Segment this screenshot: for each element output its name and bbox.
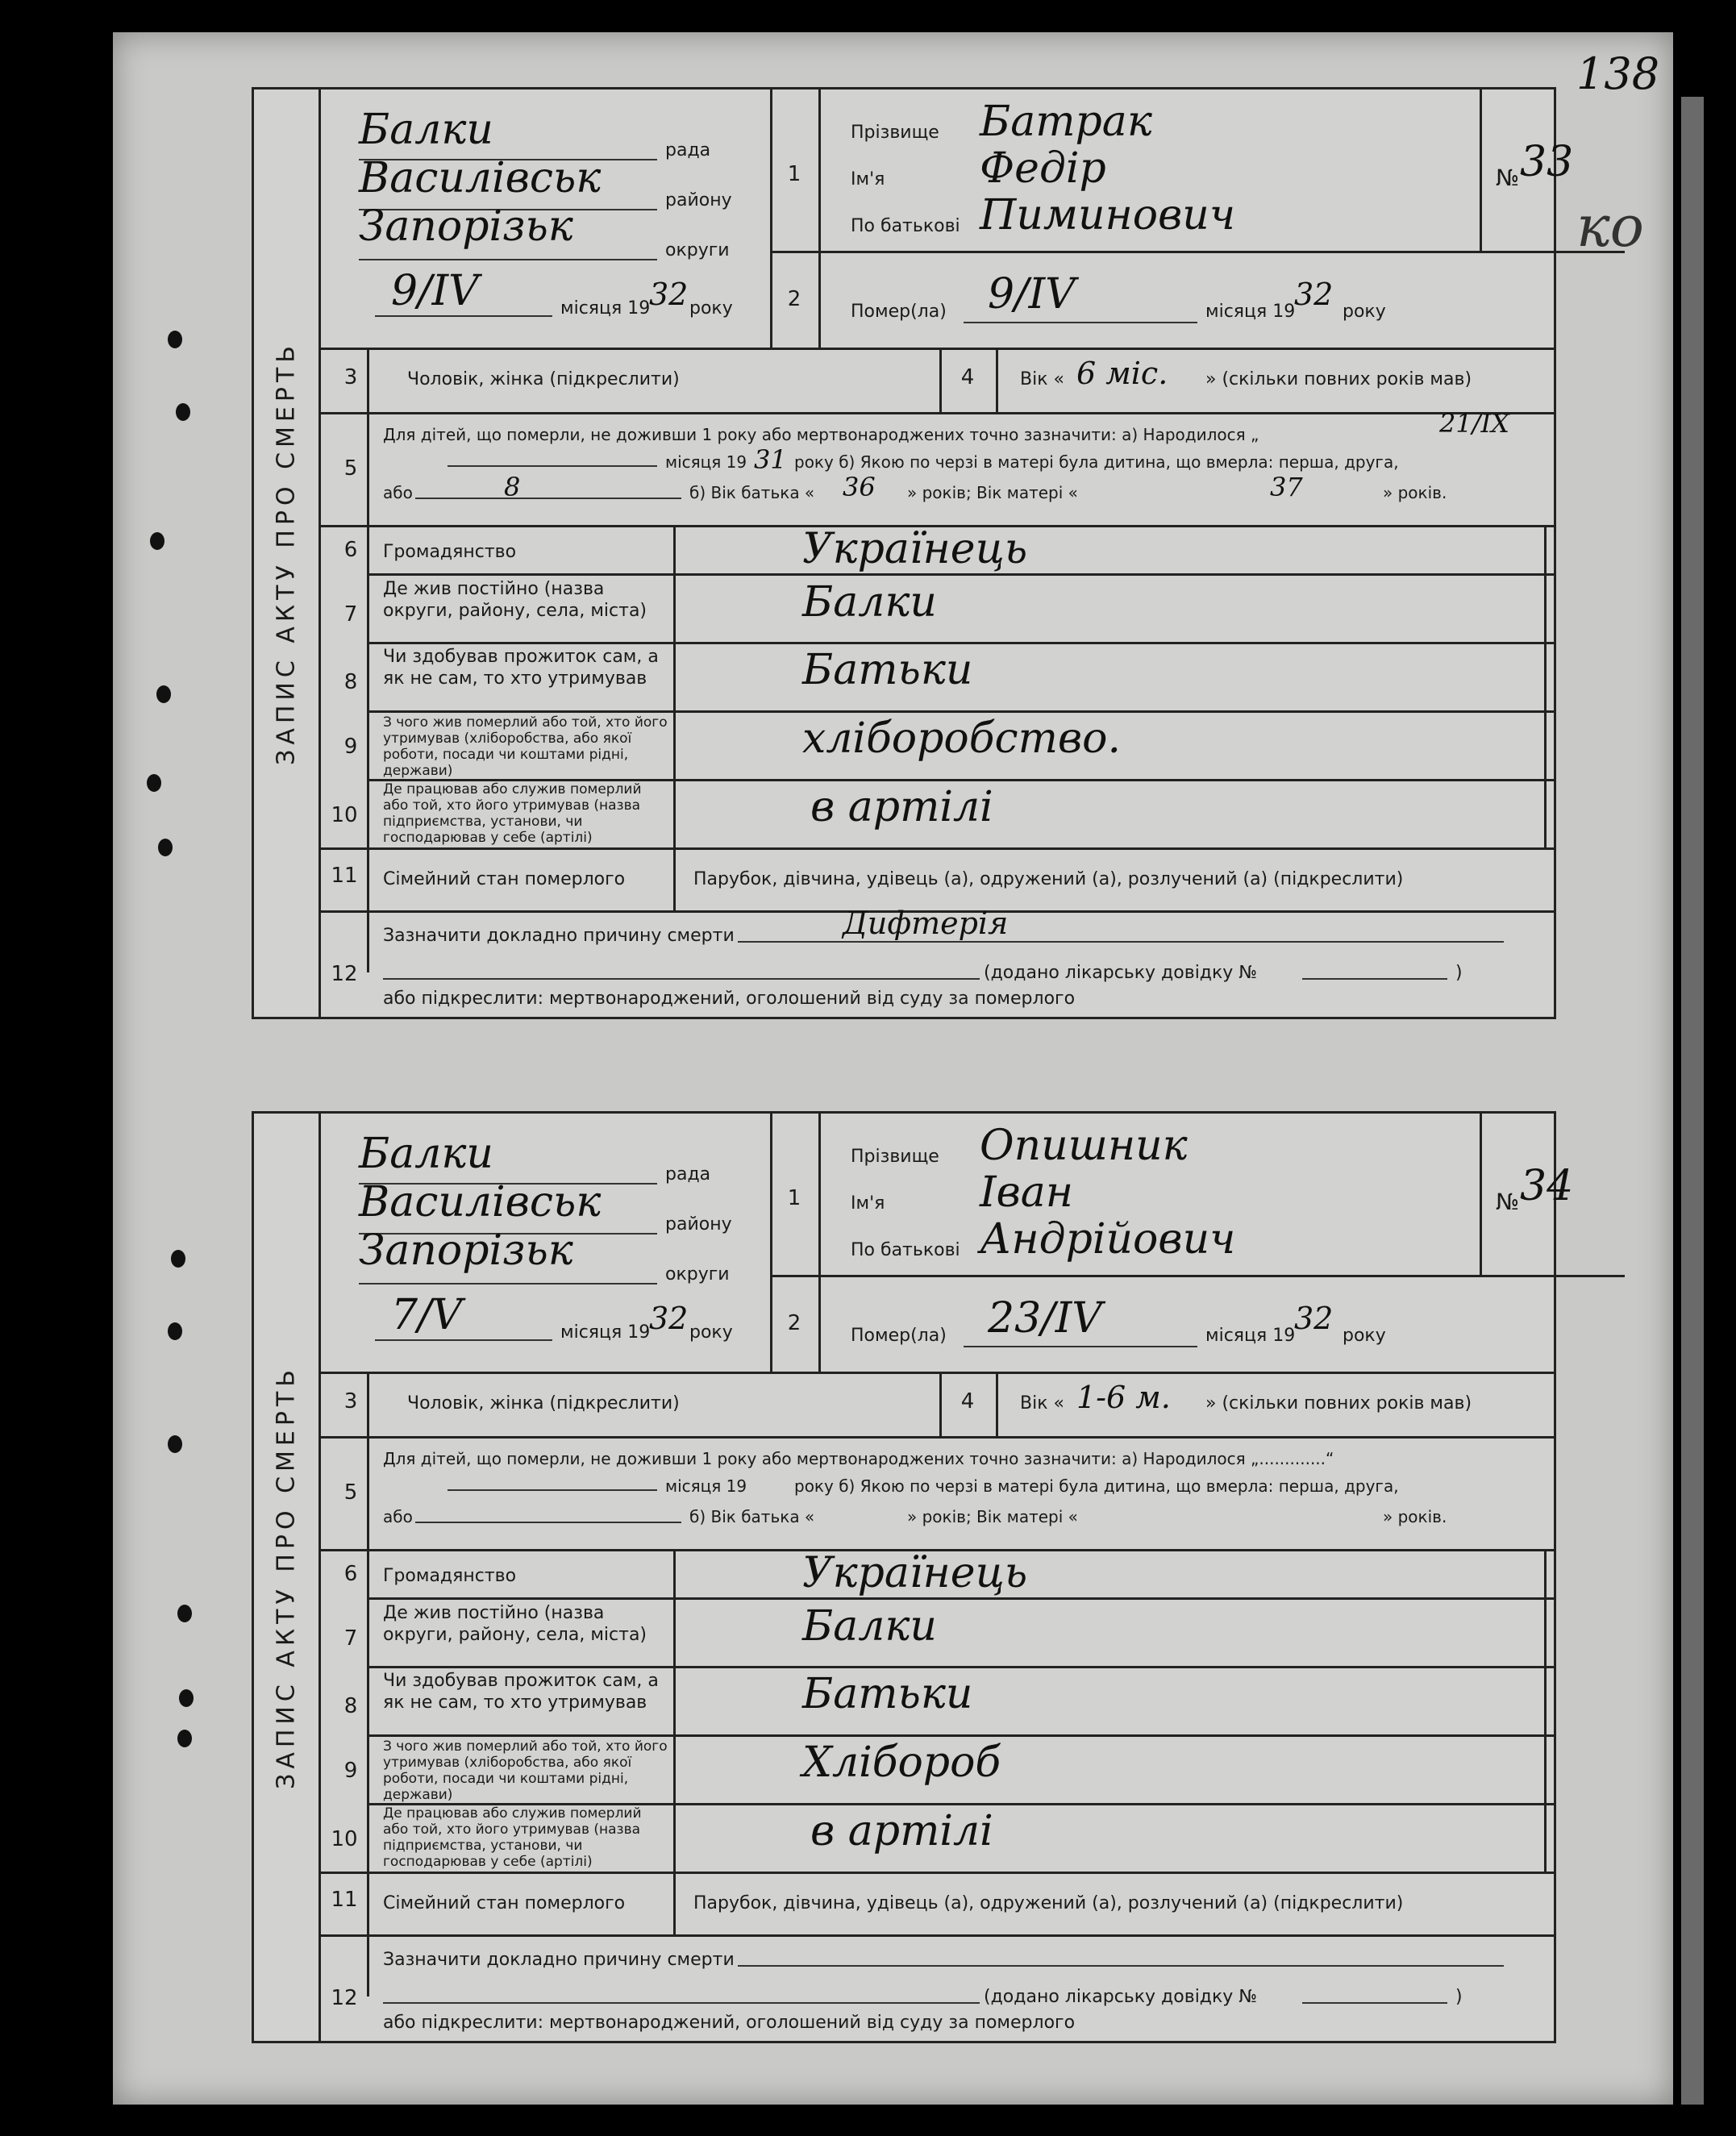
rule-line — [448, 1489, 657, 1491]
row-number: ЗАПИС АКТУ ПРО СМЕРТЬ — [272, 341, 301, 765]
children-line3a: або — [383, 483, 413, 502]
rule-line — [367, 1666, 1554, 1668]
surname-value: Опишник — [980, 1122, 1188, 1170]
okruh-label: округи — [665, 240, 730, 260]
age-prefix: Вік « — [1020, 1393, 1064, 1414]
punch-hole — [179, 1689, 194, 1707]
patronymic-label: По батькові — [851, 1240, 960, 1260]
row-number: 2 — [787, 287, 801, 311]
record-number: 34 — [1520, 1162, 1574, 1210]
cause-value: Дифтерія — [843, 906, 1009, 941]
row-number: 6 — [343, 1562, 358, 1586]
children-line3d: » років. — [1383, 1507, 1447, 1526]
died-year: 32 — [1294, 1301, 1334, 1336]
punch-hole — [177, 1730, 192, 1747]
rule-line — [367, 412, 369, 525]
rule-line — [318, 1372, 1554, 1374]
row-number: 4 — [960, 1389, 975, 1414]
rule-line — [673, 847, 676, 910]
form-side-title — [254, 1114, 321, 2041]
rule-line — [770, 1275, 1625, 1277]
surname-value: Батрак — [980, 98, 1152, 146]
died-date: 9/IV — [988, 270, 1076, 319]
rule-line — [318, 412, 1554, 414]
rule-line — [318, 1872, 1554, 1874]
citizenship-value: Українець — [802, 1549, 1028, 1597]
residence-label: Де жив постійно (назва округи, району, села, міста) — [383, 579, 647, 621]
rule-line — [367, 348, 369, 412]
rada-value: Балки — [359, 106, 493, 154]
children-born-year: 31 — [754, 444, 787, 475]
workplace-label: Де працював або служив померлий або той, хто його утримував (назва підприємства, установи, чи господарював у себе (артілі) — [383, 1805, 642, 1870]
children-line1: Для дітей, що померли, не доживши 1 року або мертвонароджених точно зазначити: а) Народилося „.............“ — [383, 1449, 1334, 1468]
certificate-label: (додано лікарську довідку № — [984, 1987, 1258, 2007]
support-value: Батьки — [802, 1670, 973, 1718]
number-label: № — [1496, 164, 1520, 191]
row-number: 10 — [331, 803, 358, 827]
patronymic-value: Пиминович — [980, 191, 1236, 239]
rule-line — [770, 1114, 772, 1372]
name-value: Федір — [980, 144, 1106, 193]
marital-label: Сімейний стан померлого — [383, 869, 626, 889]
children-line3d: » років. — [1383, 483, 1447, 502]
rule-line — [367, 710, 1554, 713]
okruh-value: Запорізьк — [359, 1226, 573, 1275]
died-label: Помер(ла) — [851, 1326, 947, 1346]
number-label: № — [1496, 1189, 1520, 1215]
row-number: 11 — [331, 1888, 358, 1912]
rule-line — [359, 259, 657, 260]
row-number: 6 — [343, 538, 358, 562]
rule-line — [367, 1734, 1554, 1737]
row-number: 3 — [343, 1389, 358, 1414]
record-month-label: місяця 19 — [560, 1322, 651, 1343]
row-number: 7 — [343, 1626, 358, 1651]
rule-line — [964, 1346, 1197, 1347]
citizenship-label: Громадянство — [383, 1566, 517, 1586]
father-age: 36 — [843, 472, 876, 502]
rule-line — [367, 1436, 369, 1549]
died-month-label: місяця 19 — [1205, 1326, 1296, 1346]
children-line2a: місяця 19 — [665, 452, 747, 472]
residence-value: Балки — [802, 1602, 937, 1651]
punch-hole — [168, 1435, 182, 1453]
rule-line — [738, 1965, 1504, 1967]
raion-label: району — [665, 190, 732, 210]
rule-line — [996, 1372, 998, 1436]
surname-label: Прізвище — [851, 123, 939, 143]
children-order: 8 — [504, 472, 521, 502]
row-number: ЗАПИС АКТУ ПРО СМЕРТЬ — [272, 1365, 301, 1789]
rule-line — [964, 322, 1197, 323]
died-year: 32 — [1294, 277, 1334, 312]
rule-line — [1302, 978, 1447, 980]
rule-line — [939, 348, 942, 412]
rule-line — [415, 1522, 681, 1523]
rada-value: Балки — [359, 1130, 493, 1178]
record-year-label: року — [689, 1322, 733, 1343]
row-number: 12 — [331, 1986, 358, 2010]
children-line3b: б) Вік батька « — [689, 1507, 815, 1526]
punch-hole — [171, 1250, 185, 1268]
support-label: Чи здобував прожиток сам, а як не сам, то хто утримував — [383, 1671, 659, 1713]
cause-label: Зазначити докладно причину смерти — [383, 1950, 735, 1970]
rule-line — [367, 1372, 369, 1436]
children-born-date: 21/IX — [1439, 408, 1509, 439]
row-number: 9 — [343, 735, 358, 759]
punch-hole — [150, 532, 164, 550]
livelihood-value: хліборобство. — [802, 714, 1121, 763]
rule-line — [318, 847, 1554, 850]
record-number: 33 — [1520, 138, 1574, 186]
children-line2a: місяця 19 — [665, 1476, 747, 1496]
rule-line — [415, 498, 681, 499]
citizenship-label: Громадянство — [383, 542, 517, 562]
stillborn-label: або підкреслити: мертвонароджений, оголошений від суду за померлого — [383, 989, 1076, 1009]
punch-hole — [177, 1605, 192, 1622]
punch-hole — [176, 403, 190, 421]
surname-label: Прізвище — [851, 1147, 939, 1167]
rada-label: рада — [665, 140, 711, 160]
rule-line — [818, 90, 821, 348]
rule-line — [383, 978, 980, 980]
sex-label: Чоловік, жінка (підкреслити) — [407, 1393, 680, 1414]
age-suffix: » (скільки повних років мав) — [1205, 1393, 1472, 1414]
rule-line — [375, 315, 552, 317]
rule-line — [673, 1872, 676, 1934]
rule-line — [367, 1549, 369, 1997]
row-number: 1 — [787, 162, 801, 186]
children-line1: Для дітей, що померли, не доживши 1 року або мертвонароджених точно зазначити: а) Народилося „ — [383, 425, 1259, 444]
name-label: Ім'я — [851, 169, 885, 189]
death-record-form — [252, 87, 1574, 1019]
row-number: 12 — [331, 962, 358, 986]
support-label: Чи здобував прожиток сам, а як не сам, то хто утримував — [383, 647, 659, 689]
children-line3b: б) Вік батька « — [689, 483, 815, 502]
name-label: Ім'я — [851, 1193, 885, 1214]
rule-line — [1302, 2002, 1447, 2004]
rule-line — [367, 573, 1554, 576]
children-line3c: » років; Вік матері « — [907, 1507, 1078, 1526]
record-year-label: року — [689, 298, 733, 319]
rule-line — [375, 1339, 552, 1341]
died-year-label: року — [1343, 1326, 1386, 1346]
rule-line — [367, 642, 1554, 644]
patronymic-value: Андрійович — [980, 1215, 1236, 1264]
livelihood-value: Хлібороб — [802, 1738, 1001, 1787]
certificate-close: ) — [1455, 963, 1463, 983]
punch-hole — [168, 1322, 182, 1340]
row-number: 5 — [343, 456, 358, 481]
row-number: 11 — [331, 864, 358, 888]
rule-line — [1480, 90, 1482, 251]
children-line2b: року б) Якою по черзі в матері була дитина, що вмерла: перша, друга, — [794, 452, 1399, 472]
mother-age: 37 — [1270, 472, 1303, 502]
livelihood-label: З чого жив померлий або той, хто його утримував (хліборобства, або якої роботи, посади чи коштами рідні, держави) — [383, 714, 668, 779]
raion-value: Василівськ — [359, 154, 602, 202]
rule-line — [738, 941, 1504, 943]
row-number: 3 — [343, 365, 358, 389]
raion-value: Василівськ — [359, 1178, 602, 1226]
row-number: 2 — [787, 1311, 801, 1335]
row-number: 1 — [787, 1186, 801, 1210]
died-date: 23/IV — [988, 1294, 1102, 1343]
residence-value: Балки — [802, 578, 937, 627]
citizenship-value: Українець — [802, 525, 1028, 573]
age-prefix: Вік « — [1020, 369, 1064, 389]
record-date: 9/IV — [391, 267, 479, 315]
workplace-value: в артілі — [810, 783, 993, 831]
punch-hole — [156, 685, 171, 703]
row-number: 10 — [331, 1827, 358, 1851]
residence-label: Де жив постійно (назва округи, району, села, міста) — [383, 1603, 647, 1645]
rada-label: рада — [665, 1164, 711, 1185]
okruh-value: Запорізьк — [359, 202, 573, 251]
children-line3c: » років; Вік матері « — [907, 483, 1078, 502]
punch-hole — [168, 331, 182, 348]
page-edge — [1681, 97, 1704, 2105]
marital-label: Сімейний стан померлого — [383, 1893, 626, 1913]
row-number: 4 — [960, 365, 975, 389]
row-number: 7 — [343, 602, 358, 627]
patronymic-label: По батькові — [851, 216, 960, 236]
certificate-label: (додано лікарську довідку № — [984, 963, 1258, 983]
workplace-value: в артілі — [810, 1807, 993, 1855]
record-month-label: місяця 19 — [560, 298, 651, 319]
age-value: 1-6 м. — [1076, 1380, 1171, 1415]
rule-line — [818, 1114, 821, 1372]
rule-line — [359, 1283, 657, 1285]
age-suffix: » (скільки повних років мав) — [1205, 369, 1472, 389]
rule-line — [367, 1597, 1554, 1600]
children-line3a: або — [383, 1507, 413, 1526]
died-month-label: місяця 19 — [1205, 302, 1296, 322]
rule-line — [939, 1372, 942, 1436]
side-mark: ко — [1576, 194, 1644, 260]
record-year: 32 — [649, 277, 689, 312]
support-value: Батьки — [802, 646, 973, 694]
sex-label: Чоловік, жінка (підкреслити) — [407, 369, 680, 389]
name-value: Іван — [980, 1168, 1074, 1217]
record-date: 7/V — [391, 1291, 463, 1339]
died-year-label: року — [1343, 302, 1386, 322]
marital-options: Парубок, дівчина, удівець (а), одружений (а), розлучений (а) (підкреслити) — [693, 1893, 1404, 1913]
rule-line — [383, 2002, 980, 2004]
stillborn-label: або підкреслити: мертвонароджений, оголошений від суду за померлого — [383, 2013, 1076, 2033]
rule-line — [770, 90, 772, 348]
row-number: 9 — [343, 1759, 358, 1783]
died-label: Помер(ла) — [851, 302, 947, 322]
okruh-label: округи — [665, 1264, 730, 1285]
rule-line — [318, 1436, 1554, 1439]
cause-label: Зазначити докладно причину смерти — [383, 926, 735, 946]
rule-line — [770, 251, 1625, 253]
record-year: 32 — [649, 1301, 689, 1336]
rule-line — [318, 348, 1554, 350]
raion-label: району — [665, 1214, 732, 1235]
age-value: 6 міс. — [1076, 356, 1168, 391]
rule-line — [448, 465, 657, 467]
rule-line — [996, 348, 998, 412]
marital-options: Парубок, дівчина, удівець (а), одружений (а), розлучений (а) (підкреслити) — [693, 869, 1404, 889]
death-record-form — [252, 1111, 1574, 2043]
children-line2b: року б) Якою по черзі в матері була дитина, що вмерла: перша, друга, — [794, 1476, 1399, 1496]
rule-line — [1480, 1114, 1482, 1275]
form-side-title — [254, 90, 321, 1017]
rule-line — [318, 1934, 1554, 1937]
row-number: 5 — [343, 1480, 358, 1505]
certificate-close: ) — [1455, 1987, 1463, 2007]
row-number: 8 — [343, 1694, 358, 1718]
row-number: 8 — [343, 670, 358, 694]
livelihood-label: З чого жив померлий або той, хто його утримував (хліборобства, або якої роботи, посади чи коштами рідні, держави) — [383, 1738, 668, 1803]
punch-hole — [158, 839, 173, 856]
rule-line — [367, 525, 369, 972]
punch-hole — [147, 774, 161, 792]
page-number: 138 — [1576, 48, 1660, 99]
workplace-label: Де працював або служив померлий або той, хто його утримував (назва підприємства, установи, чи господарював у себе (артілі) — [383, 781, 642, 846]
